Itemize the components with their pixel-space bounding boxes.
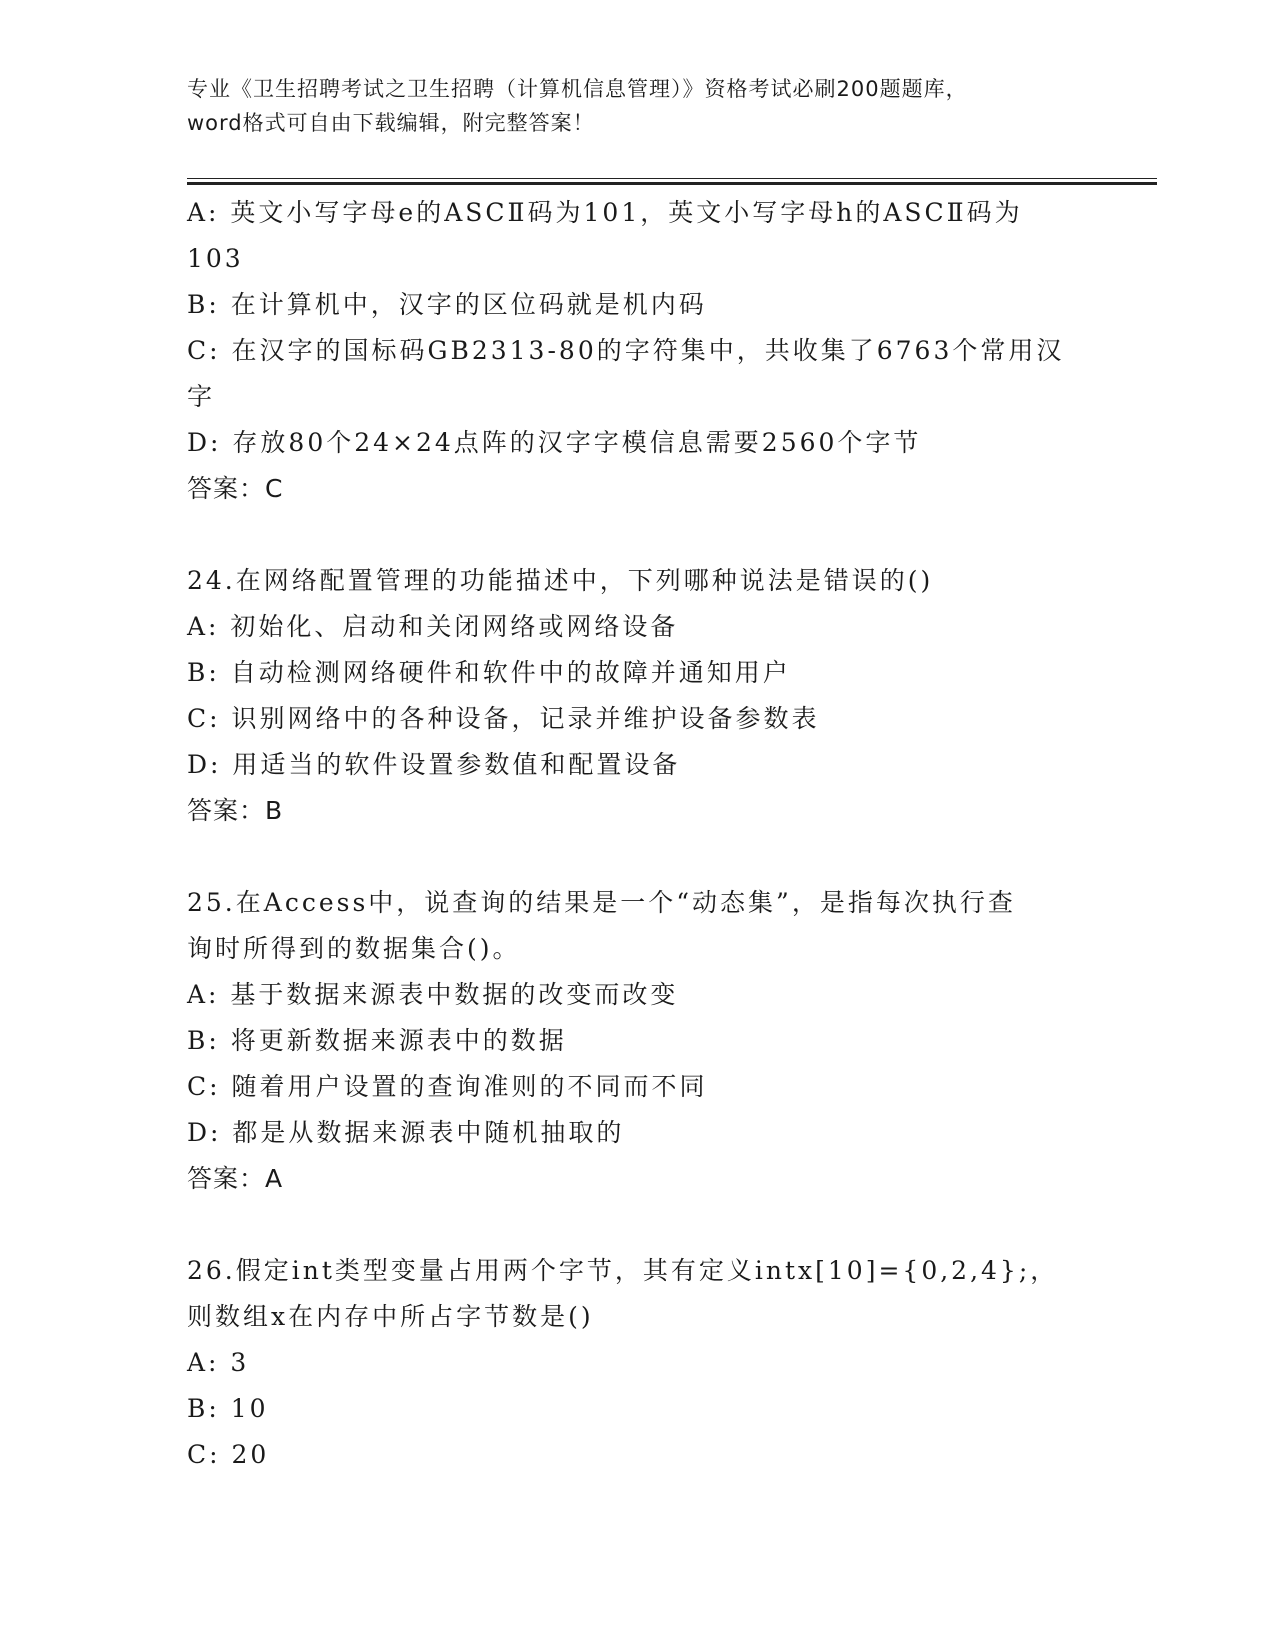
- spacer: [187, 834, 1087, 880]
- header-line-2: word格式可自由下载编辑，附完整答案！: [187, 111, 595, 135]
- question-stem: 24.在网络配置管理的功能描述中，下列哪种说法是错误的(): [187, 566, 934, 595]
- spacer: [187, 1202, 1087, 1248]
- question-stem-line-1: 25.在Access中，说查询的结果是一个“动态集”，是指每次执行查: [187, 888, 1016, 917]
- question-content: [187, 190, 1087, 1478]
- option-c: C: 随着用户设置的查询准则的不同而不同: [187, 1072, 708, 1101]
- spacer: [187, 512, 1087, 558]
- option-d: D: 存放80个24×24点阵的汉字字模信息需要2560个字节: [187, 428, 922, 457]
- header-divider-thin: [187, 178, 1157, 179]
- option-b: B: 将更新数据来源表中的数据: [187, 1026, 567, 1055]
- question-stem-line-2: 询时所得到的数据集合()。: [187, 934, 521, 963]
- option-a: A: 3: [187, 1348, 250, 1377]
- question-25: [187, 880, 1087, 1202]
- question-stem-line-1: 26.假定int类型变量占用两个字节，其有定义intx[10]={0,2,4};，: [187, 1256, 1059, 1285]
- option-a-line-1: A: 英文小写字母e的ASCⅡ码为101，英文小写字母h的ASCⅡ码为: [187, 198, 1023, 227]
- question-stem-line-2: 则数组x在内存中所占字节数是(): [187, 1302, 594, 1331]
- question-24: [187, 558, 1087, 834]
- option-c: C: 20: [187, 1440, 270, 1469]
- document-header: [187, 72, 1107, 140]
- header-divider-thick: [187, 182, 1157, 185]
- option-b: B: 在计算机中，汉字的区位码就是机内码: [187, 290, 707, 319]
- option-a-line-2: 103: [187, 244, 244, 273]
- option-b: B: 自动检测网络硬件和软件中的故障并通知用户: [187, 658, 791, 687]
- option-d: D: 都是从数据来源表中随机抽取的: [187, 1118, 625, 1147]
- answer-label: 答案：B: [187, 796, 284, 825]
- option-d: D: 用适当的软件设置参数值和配置设备: [187, 750, 681, 779]
- answer-label: 答案：C: [187, 474, 284, 503]
- question-26: [187, 1248, 1087, 1478]
- option-b: B: 10: [187, 1394, 269, 1423]
- answer-label: 答案：A: [187, 1164, 284, 1193]
- option-c-line-2: 字: [187, 382, 216, 411]
- option-c: C: 识别网络中的各种设备，记录并维护设备参数表: [187, 704, 820, 733]
- option-a: A: 基于数据来源表中数据的改变而改变: [187, 980, 679, 1009]
- option-a: A: 初始化、启动和关闭网络或网络设备: [187, 612, 679, 641]
- option-c-line-1: C: 在汉字的国标码GB2313-80的字符集中，共收集了6763个常用汉: [187, 336, 1065, 365]
- question-23-options: [187, 190, 1087, 512]
- header-line-1: 专业《卫生招聘考试之卫生招聘（计算机信息管理）》资格考试必刷200题题库，: [187, 77, 968, 101]
